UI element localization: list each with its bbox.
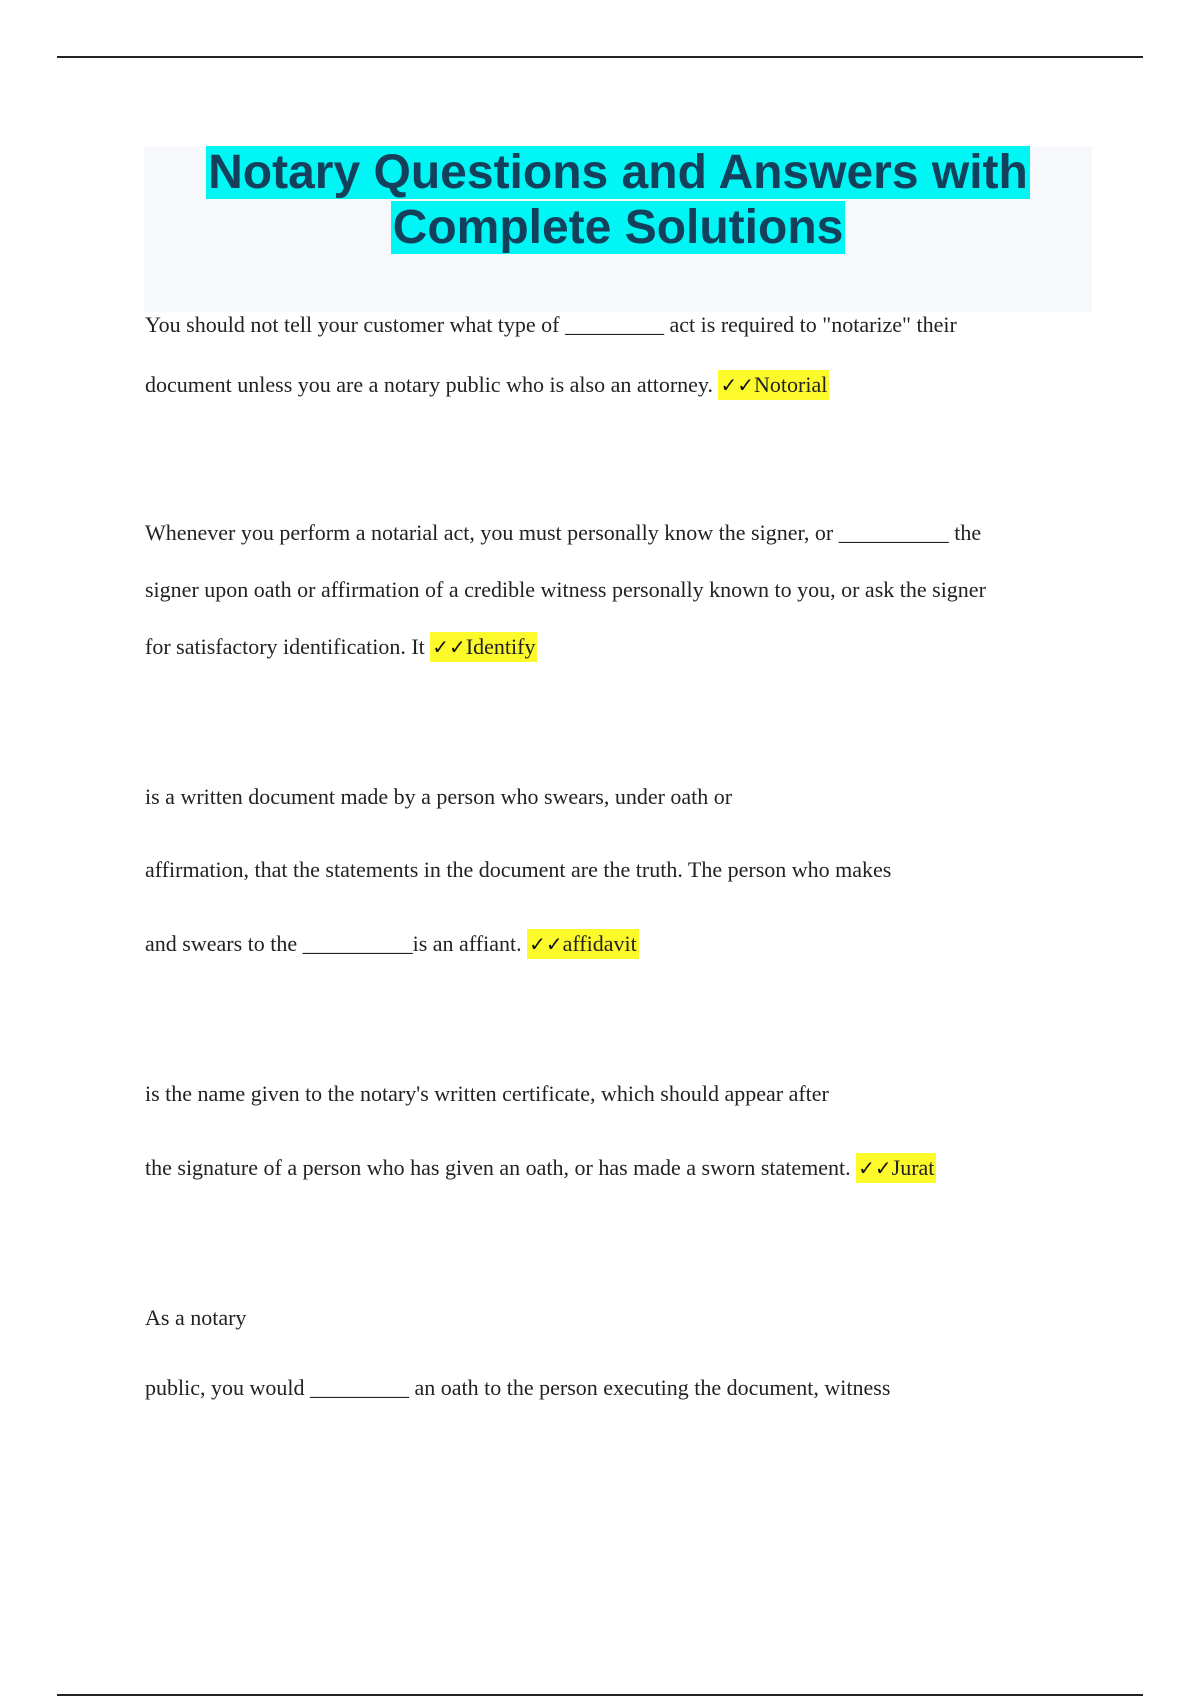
question-5-line-1: As a notary bbox=[145, 1305, 247, 1330]
question-1-line-2 bbox=[145, 371, 829, 399]
answer-3-highlight bbox=[527, 929, 639, 959]
answer-4: Jurat bbox=[891, 1155, 935, 1180]
question-1-text: document unless you are a notary public who is also an attorney. bbox=[145, 372, 719, 397]
question-2-line-1: Whenever you perform a notarial act, you must personally know the signer, or __________ the bbox=[145, 520, 982, 545]
question-3-line-1: is a written document made by a person who swears, under oath or bbox=[145, 784, 733, 809]
answer-2-highlight bbox=[430, 632, 537, 662]
top-rule bbox=[57, 56, 1143, 58]
question-4-line-1: is the name given to the notary's written certificate, which should appear after bbox=[145, 1081, 829, 1106]
question-4-line-2 bbox=[145, 1154, 936, 1182]
question-1-line-1: You should not tell your customer what type of _________ act is required to "notarize" their bbox=[145, 312, 957, 337]
page-title bbox=[144, 145, 1092, 255]
answer-2: Identify bbox=[465, 634, 536, 659]
check-icon: ✓✓ bbox=[858, 1156, 892, 1180]
check-icon: ✓✓ bbox=[432, 635, 466, 659]
answer-4-highlight bbox=[856, 1153, 936, 1183]
question-5-line-2: public, you would _________ an oath to the person executing the document, witness bbox=[145, 1375, 891, 1400]
title-line-1: Notary Questions and Answers with bbox=[208, 146, 1028, 199]
question-3-line-3 bbox=[145, 930, 639, 958]
answer-1: Notorial bbox=[754, 372, 828, 397]
question-3-line-2: affirmation, that the statements in the document are the truth. The person who makes bbox=[145, 857, 892, 882]
check-icon: ✓✓ bbox=[720, 373, 754, 397]
question-2-line-3 bbox=[145, 633, 537, 661]
bottom-rule bbox=[57, 1694, 1143, 1696]
answer-3: affidavit bbox=[562, 931, 637, 956]
title-line-2: Complete Solutions bbox=[392, 201, 844, 254]
check-icon: ✓✓ bbox=[529, 932, 563, 956]
question-2-line-2: signer upon oath or affirmation of a credible witness personally known to you, or ask the signer bbox=[145, 577, 986, 602]
question-2-text: for satisfactory identification. It bbox=[145, 634, 431, 659]
answer-1-highlight bbox=[718, 370, 829, 400]
question-3-text: and swears to the __________is an affiant. bbox=[145, 931, 528, 956]
question-4-text: the signature of a person who has given an oath, or has made a sworn statement. bbox=[145, 1155, 857, 1180]
